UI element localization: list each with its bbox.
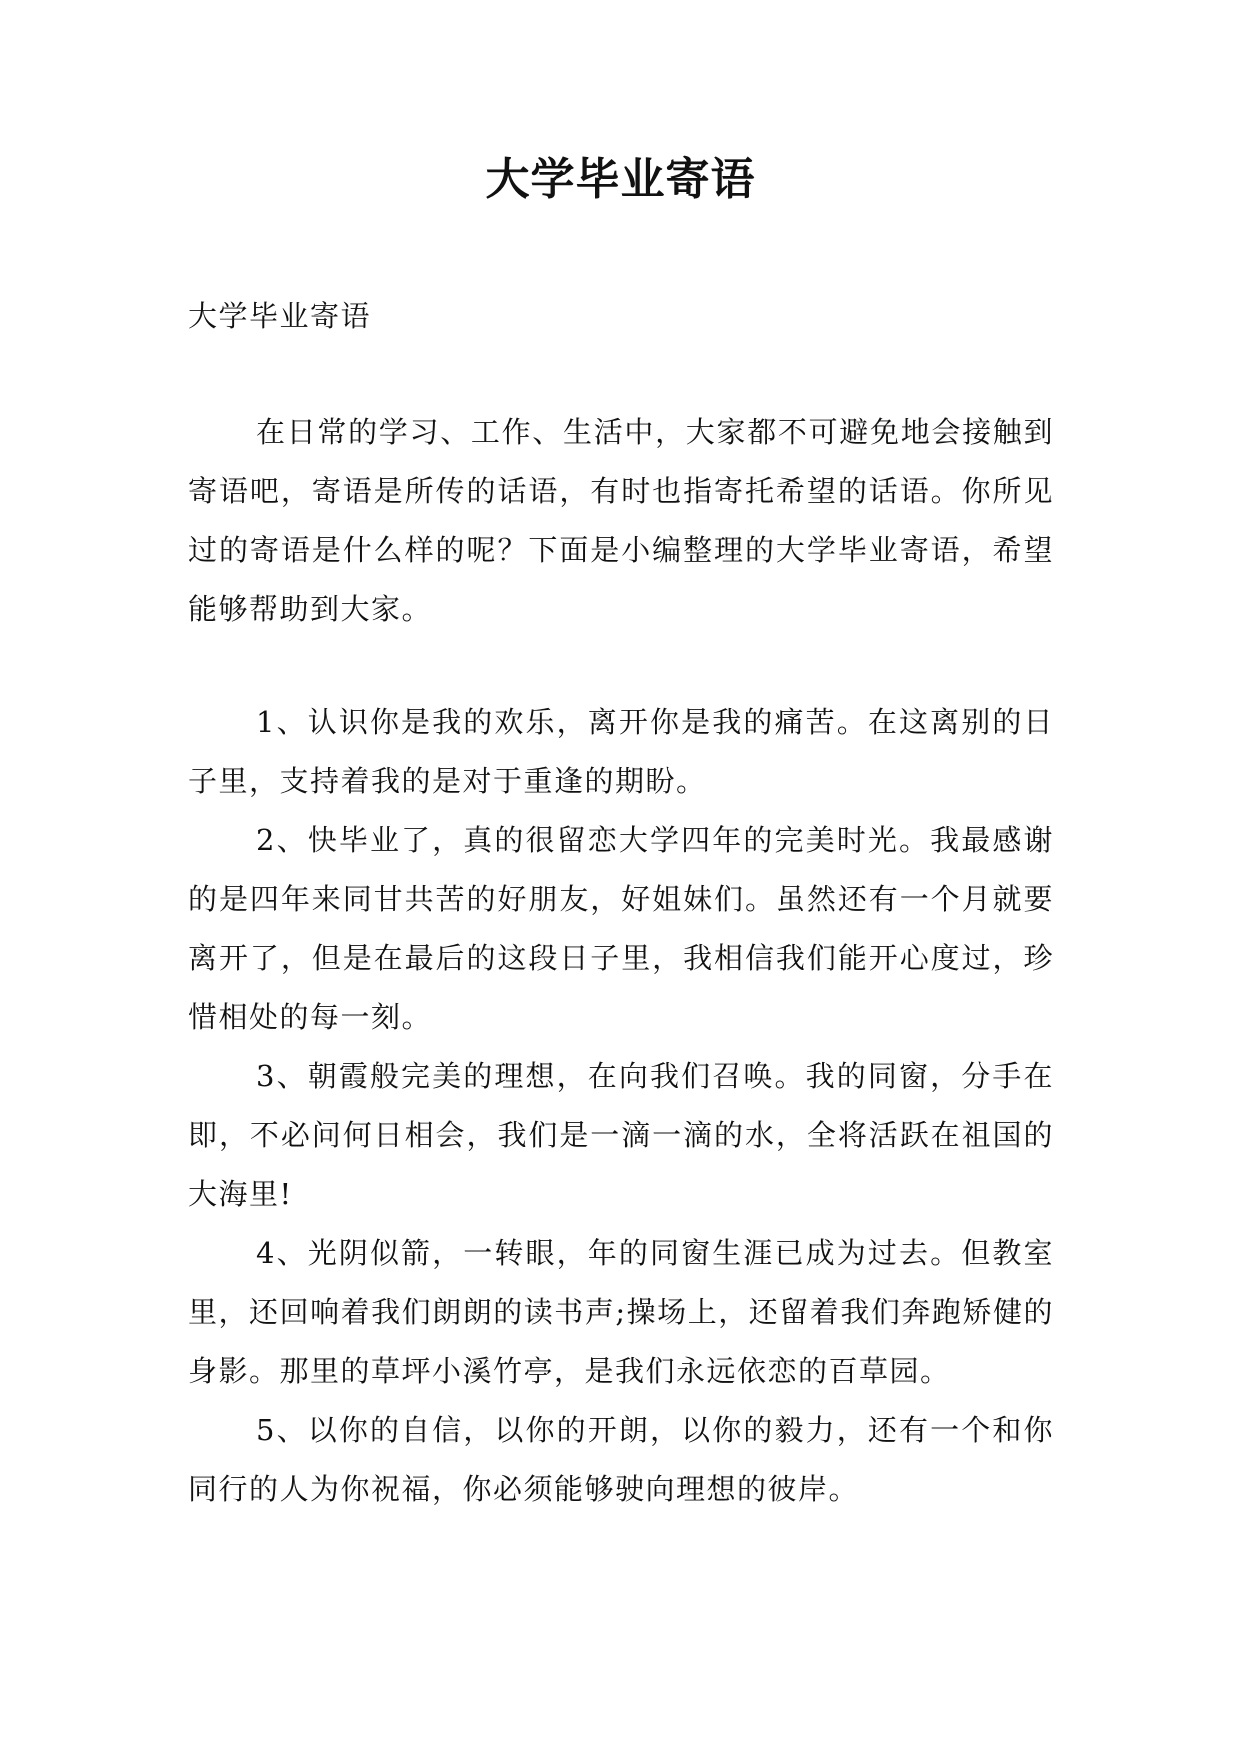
intro-paragraph: 在日常的学习、工作、生活中，大家都不可避免地会接触到寄语吧，寄语是所传的话语，有时也指寄托希望的话语。你所见过的寄语是什么样的呢？下面是小编整理的大学毕业寄语，希望能够帮助到大家。 [188,415,1054,626]
document-subtitle: 大学毕业寄语 [188,299,372,333]
wishes-list [188,693,1054,1519]
wish-item-2: 2、快毕业了，真的很留恋大学四年的完美时光。我最感谢的是四年来同甘共苦的好朋友，好姐妹们。虽然还有一个月就要离开了，但是在最后的这段日子里，我相信我们能开心度过，珍惜相处的每一刻。 [188,823,1054,1034]
wish-item-5: 5、以你的自信，以你的开朗，以你的毅力，还有一个和你同行的人为你祝福，你必须能够驶向理想的彼岸。 [188,1413,1054,1506]
wish-item-3: 3、朝霞般完美的理想，在向我们召唤。我的同窗，分手在即，不必问何日相会，我们是一滴一滴的水，全将活跃在祖国的大海里! [188,1059,1054,1211]
wish-item-4: 4、光阴似箭，一转眼，年的同窗生涯已成为过去。但教室里，还回响着我们朗朗的读书声;操场上，还留着我们奔跑矫健的身影。那里的草坪小溪竹亭，是我们永远依恋的百草园。 [188,1236,1054,1388]
document-title: 大学毕业寄语 [485,154,756,205]
wish-item-1: 1、认识你是我的欢乐，离开你是我的痛苦。在这离别的日子里，支持着我的是对于重逢的期盼。 [188,705,1054,798]
